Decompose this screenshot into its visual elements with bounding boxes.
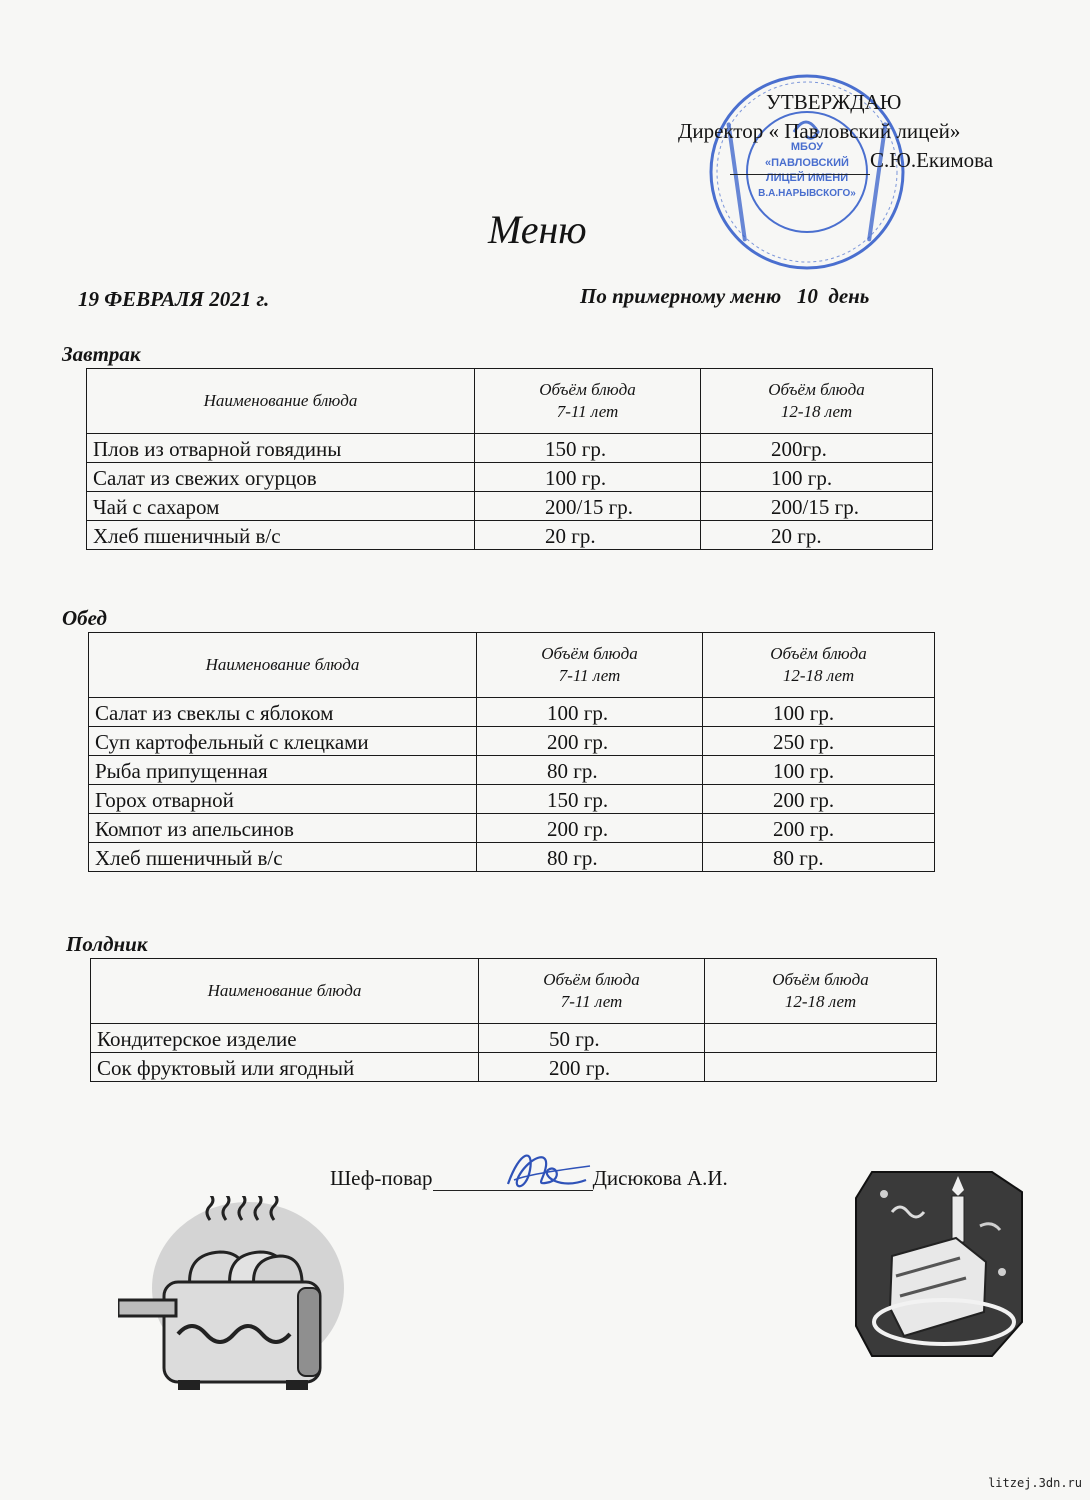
volume-7-11: 200/15 гр. bbox=[475, 492, 701, 521]
volume-12-18: 100 гр. bbox=[701, 463, 933, 492]
table-header-row bbox=[89, 633, 935, 698]
section-title-lunch: Обед bbox=[62, 606, 107, 630]
table-row bbox=[89, 698, 935, 727]
volume-12-18: 200 гр. bbox=[703, 785, 935, 814]
volume-7-11: 200 гр. bbox=[477, 727, 703, 756]
table-row bbox=[91, 1024, 937, 1053]
volume-7-11: 20 гр. bbox=[475, 521, 701, 550]
volume-12-18: 200 гр. bbox=[703, 814, 935, 843]
header-dish-name: Наименование блюда bbox=[91, 959, 479, 1024]
table-row bbox=[89, 814, 935, 843]
chef-name: Дисюкова А.И. bbox=[592, 1166, 728, 1190]
table-row bbox=[87, 521, 933, 550]
header-volume-12-18: Объём блюда 12-18 лет bbox=[705, 959, 937, 1024]
handwritten-signature bbox=[490, 1140, 610, 1200]
svg-text:«ПАВЛОВСКИЙ: «ПАВЛОВСКИЙ bbox=[765, 157, 849, 169]
header-dish-name: Наименование блюда bbox=[87, 369, 475, 434]
page-title: Меню bbox=[488, 207, 587, 252]
menu-date: 19 ФЕВРАЛЯ 2021 г. bbox=[78, 287, 270, 311]
approval-signature-row bbox=[640, 146, 1030, 175]
menu-reference: По примерному меню 10 день bbox=[580, 284, 870, 308]
table-row bbox=[87, 463, 933, 492]
dish-name: Компот из апельсинов bbox=[89, 814, 477, 843]
volume-7-11: 100 гр. bbox=[477, 698, 703, 727]
header-dish-name: Наименование блюда bbox=[89, 633, 477, 698]
table-row bbox=[91, 1053, 937, 1082]
svg-text:МБОУ: МБОУ bbox=[790, 141, 824, 153]
table-row bbox=[89, 843, 935, 872]
section-title-breakfast: Завтрак bbox=[62, 342, 141, 366]
table-row bbox=[87, 492, 933, 521]
table-row bbox=[89, 756, 935, 785]
lunch-table bbox=[88, 632, 935, 872]
approval-title: УТВЕРЖДАЮ bbox=[766, 90, 902, 114]
approval-position: Директор « Павловский лицей» bbox=[678, 119, 961, 143]
table-header-row bbox=[91, 959, 937, 1024]
dish-name: Сок фруктовый или ягодный bbox=[91, 1053, 479, 1082]
volume-12-18 bbox=[705, 1024, 937, 1053]
volume-7-11: 200 гр. bbox=[479, 1053, 705, 1082]
dish-name: Горох отварной bbox=[89, 785, 477, 814]
volume-7-11: 50 гр. bbox=[479, 1024, 705, 1053]
header-volume-7-11: Объём блюда 7-11 лет bbox=[479, 959, 705, 1024]
header-volume-7-11: Объём блюда 7-11 лет bbox=[477, 633, 703, 698]
signature-line bbox=[730, 154, 870, 175]
volume-7-11: 80 гр. bbox=[477, 756, 703, 785]
dish-name: Хлеб пшеничный в/с bbox=[87, 521, 475, 550]
volume-12-18: 20 гр. bbox=[701, 521, 933, 550]
dish-name: Салат из свежих огурцов bbox=[87, 463, 475, 492]
approval-block bbox=[640, 88, 1030, 175]
breakfast-table bbox=[86, 368, 933, 550]
site-watermark: litzej.3dn.ru bbox=[988, 1476, 1082, 1490]
table-row bbox=[87, 434, 933, 463]
dish-name: Хлеб пшеничный в/с bbox=[89, 843, 477, 872]
volume-7-11: 150 гр. bbox=[477, 785, 703, 814]
dish-name: Кондитерское изделие bbox=[91, 1024, 479, 1053]
volume-7-11: 100 гр. bbox=[475, 463, 701, 492]
volume-12-18: 200гр. bbox=[701, 434, 933, 463]
volume-12-18: 100 гр. bbox=[703, 698, 935, 727]
table-row bbox=[89, 727, 935, 756]
volume-12-18: 80 гр. bbox=[703, 843, 935, 872]
header-volume-12-18: Объём блюда 12-18 лет bbox=[703, 633, 935, 698]
approval-signer: С.Ю.Екимова bbox=[870, 148, 994, 172]
table-row bbox=[89, 785, 935, 814]
svg-text:ЛИЦЕЙ ИМЕНИ: ЛИЦЕЙ ИМЕНИ bbox=[765, 172, 849, 184]
header-volume-12-18: Объём блюда 12-18 лет bbox=[701, 369, 933, 434]
volume-12-18: 250 гр. bbox=[703, 727, 935, 756]
header-volume-7-11: Объём блюда 7-11 лет bbox=[475, 369, 701, 434]
section-title-snack: Полдник bbox=[66, 932, 148, 956]
table-header-row bbox=[87, 369, 933, 434]
volume-7-11: 150 гр. bbox=[475, 434, 701, 463]
dish-name: Салат из свеклы с яблоком bbox=[89, 698, 477, 727]
volume-12-18: 100 гр. bbox=[703, 756, 935, 785]
cake-illustration bbox=[852, 1162, 1030, 1362]
chef-label: Шеф-повар bbox=[330, 1166, 433, 1190]
dish-name: Суп картофельный с клецками bbox=[89, 727, 477, 756]
volume-12-18: 200/15 гр. bbox=[701, 492, 933, 521]
dish-name: Чай с сахаром bbox=[87, 492, 475, 521]
dish-name: Плов из отварной говядины bbox=[87, 434, 475, 463]
snack-table bbox=[90, 958, 937, 1082]
toaster-illustration bbox=[118, 1196, 348, 1396]
volume-12-18 bbox=[705, 1053, 937, 1082]
svg-text:В.А.НАРЫВСКОГО»: В.А.НАРЫВСКОГО» bbox=[758, 188, 856, 199]
volume-7-11: 80 гр. bbox=[477, 843, 703, 872]
dish-name: Рыба припущенная bbox=[89, 756, 477, 785]
volume-7-11: 200 гр. bbox=[477, 814, 703, 843]
